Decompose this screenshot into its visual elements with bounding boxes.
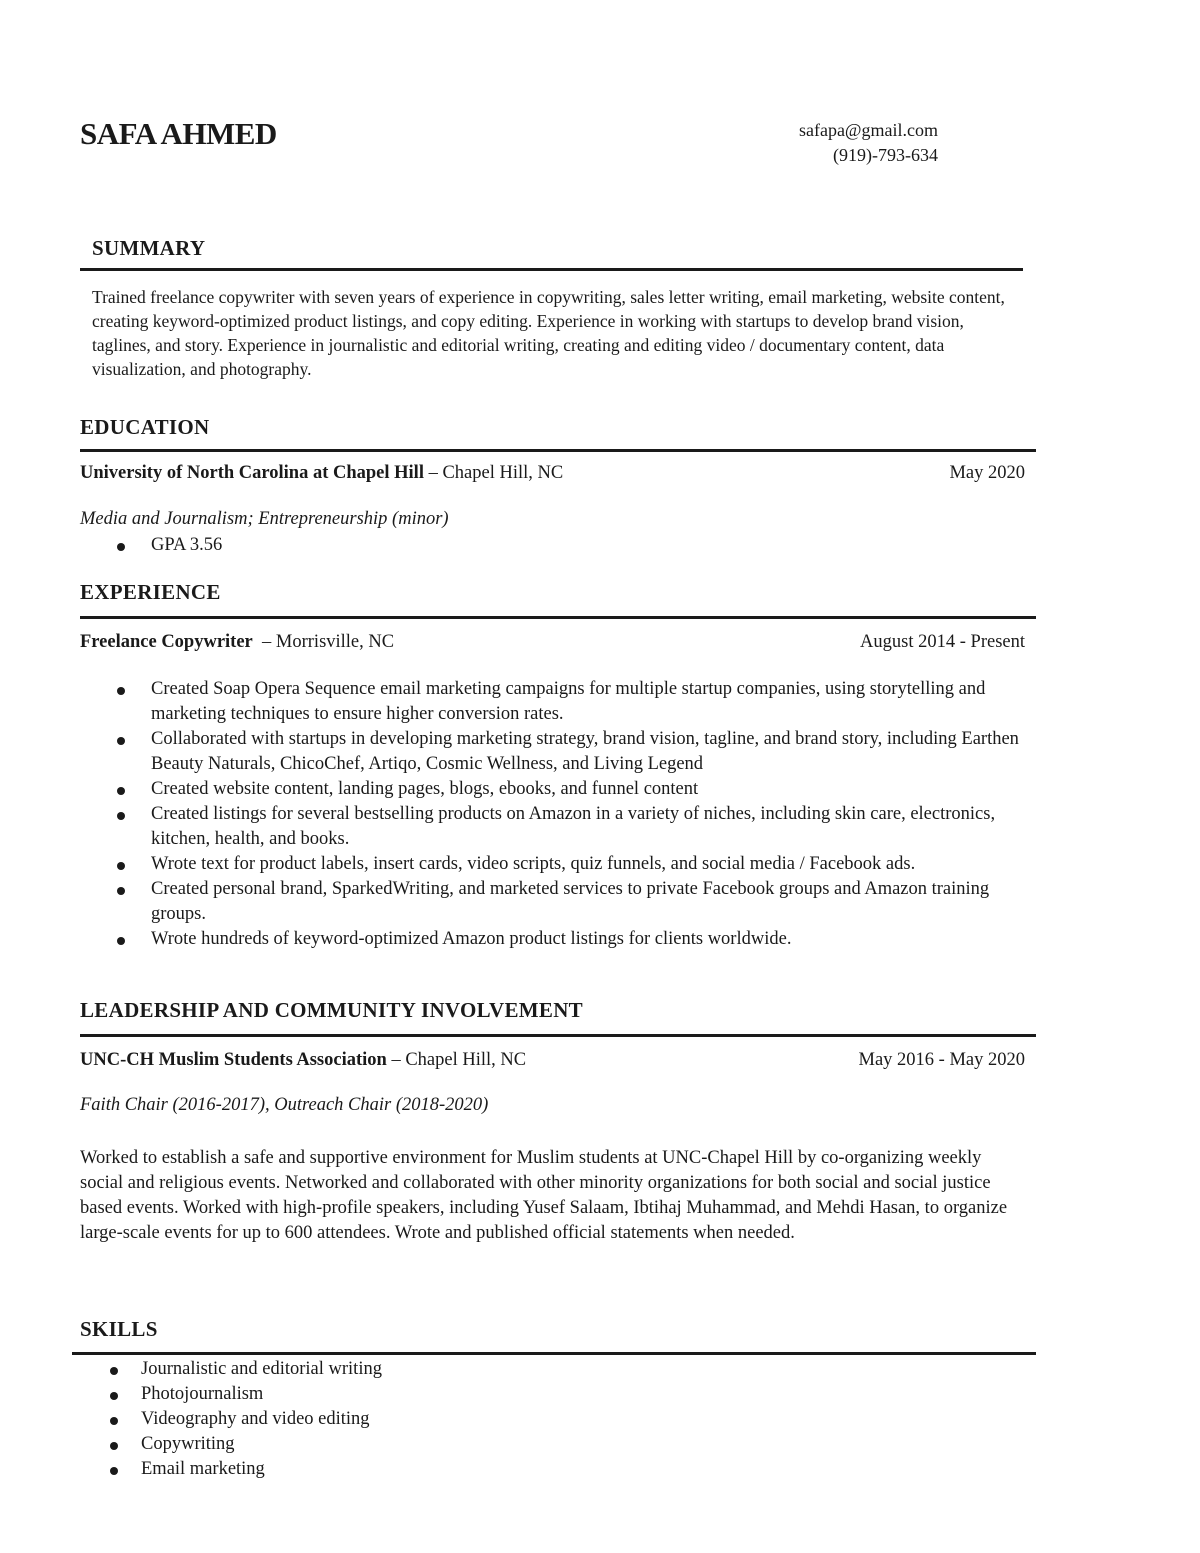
list-item: Videography and video editing xyxy=(80,1407,780,1432)
list-item: Email marketing xyxy=(80,1457,780,1482)
resume-name: SAFA AHMED xyxy=(80,116,277,151)
skills-heading: SKILLS xyxy=(80,1317,158,1341)
school-name: University of North Carolina at Chapel Hill xyxy=(80,463,424,483)
leadership-text: Worked to establish a safe and supportive environment for Muslim students at UNC-Chapel Hill by co-organizing weekly social and religious events. Networked and collaborated with other minority organizations for both social and social justice based events. Worked with high-profile speakers, including Yusef Salaam, Ibtihaj Muhammad, and Mehdi Hasan, to organize large-scale events for up to 600 attendees. Wrote and published official statements when needed. xyxy=(80,1148,1008,1243)
org-location: – Chapel Hill, NC xyxy=(386,1050,527,1070)
leadership-date: May 2016 - May 2020 xyxy=(858,1050,1025,1070)
experience-heading: EXPERIENCE xyxy=(80,580,221,604)
skills-list xyxy=(80,1357,780,1482)
education-divider xyxy=(80,449,1036,452)
list-item: Collaborated with startups in developing marketing strategy, brand vision, tagline, and brand story, including Earthen Beauty Naturals, ChicoChef, Artiqo, Cosmic Wellness, and Living Legend xyxy=(80,727,1025,777)
experience-date: August 2014 - Present xyxy=(860,632,1025,652)
list-item: Created Soap Opera Sequence email marketing campaigns for multiple startup companies, using storytelling and marketing techniques to ensure higher conversion rates. xyxy=(80,677,1025,727)
skills-divider xyxy=(72,1352,1036,1355)
experience-bullets xyxy=(80,677,1025,952)
education-heading: EDUCATION xyxy=(80,415,210,439)
leadership-heading: LEADERSHIP AND COMMUNITY INVOLVEMENT xyxy=(80,998,583,1022)
list-item: Journalistic and editorial writing xyxy=(80,1357,780,1382)
leadership-entry-head xyxy=(80,1050,526,1071)
education-entry-head xyxy=(80,463,563,484)
leadership-divider xyxy=(80,1034,1036,1037)
school-location: – Chapel Hill, NC xyxy=(423,463,564,483)
leadership-roles: Faith Chair (2016-2017), Outreach Chair (2018-2020) xyxy=(80,1095,489,1115)
degree-text: Media and Journalism; Entrepreneurship (minor) xyxy=(80,509,449,529)
education-date: May 2020 xyxy=(949,463,1025,483)
experience-divider xyxy=(80,616,1036,619)
summary-text: Trained freelance copywriter with seven years of experience in copywriting, sales letter writing, email marketing, website content, creating keyword-optimized product listings, and copy editing. Experience in working with startups to develop brand vision, taglines, and story. Experience in journalistic and editorial writing, creating and editing video / documentary content, data visualization, and photography. xyxy=(92,287,1005,379)
list-item: Wrote text for product labels, insert cards, video scripts, quiz funnels, and social media / Facebook ads. xyxy=(80,852,1025,877)
list-item: Created website content, landing pages, blogs, ebooks, and funnel content xyxy=(80,777,1025,802)
list-item: Copywriting xyxy=(80,1432,780,1457)
contact-block xyxy=(700,118,938,168)
list-item: Wrote hundreds of keyword-optimized Amazon product listings for clients worldwide. xyxy=(80,927,1025,952)
org-name: UNC-CH Muslim Students Association xyxy=(80,1050,387,1070)
role-location: – Morrisville, NC xyxy=(252,632,395,652)
experience-entry-head xyxy=(80,632,394,653)
summary-heading: SUMMARY xyxy=(92,236,206,260)
list-item: Created personal brand, SparkedWriting, and marketed services to private Facebook groups and Amazon training groups. xyxy=(80,877,1025,927)
education-bullets xyxy=(80,533,980,558)
list-item: GPA 3.56 xyxy=(80,533,980,558)
role-title: Freelance Copywriter xyxy=(80,632,253,652)
list-item: Photojournalism xyxy=(80,1382,780,1407)
summary-divider xyxy=(80,268,1023,271)
email-text: safapa@gmail.com xyxy=(798,120,938,140)
phone-text: (919)-793-634 xyxy=(833,145,938,165)
list-item: Created listings for several bestselling products on Amazon in a variety of niches, including skin care, electronics, kitchen, health, and books. xyxy=(80,802,1025,852)
